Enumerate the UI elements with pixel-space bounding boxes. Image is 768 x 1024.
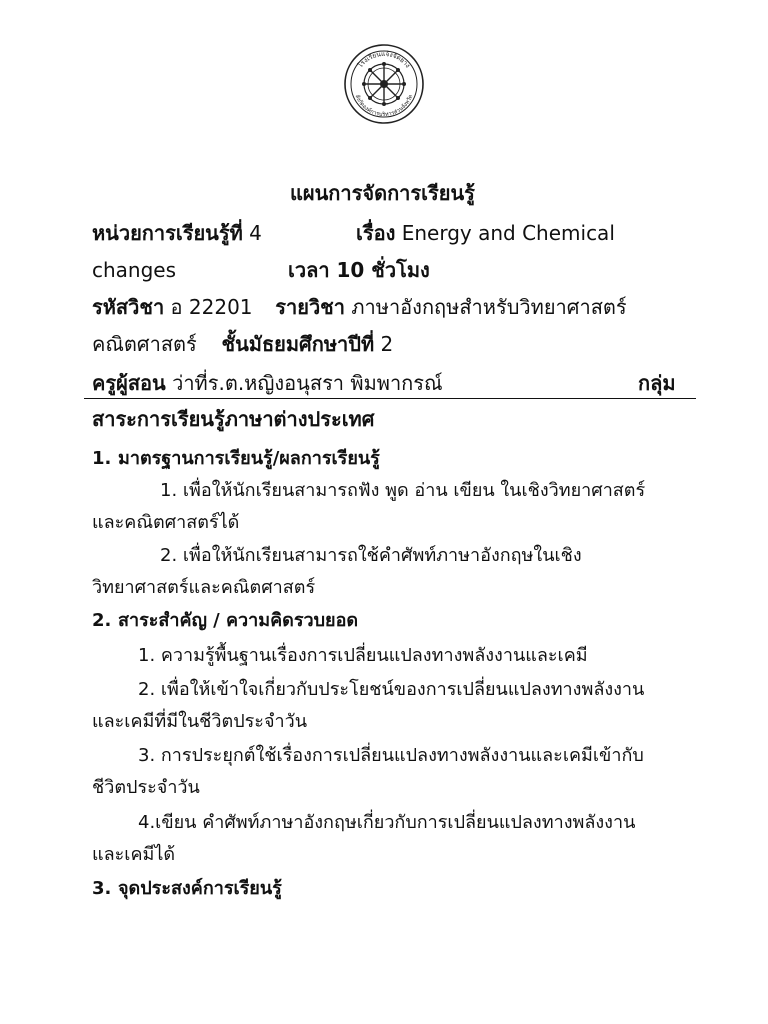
topic-line: [356, 220, 615, 246]
subject-label: รายวิชา: [275, 295, 345, 319]
section-line: และคณิตศาสตร์ได้: [92, 512, 240, 533]
section-line: ชีวิตประจำวัน: [92, 777, 200, 798]
group-label: กลุ่ม: [638, 371, 676, 395]
course-code-label: รหัสวิชา: [92, 295, 165, 319]
section-line: 3. การประยุกต์ใช้เรื่องการเปลี่ยนแปลงทางพลังงานและเคมีเข้ากับ: [138, 745, 644, 766]
section-title: สาระสำคัญ / ความคิดรวบยอด: [118, 610, 359, 631]
section-title: มาตรฐานการเรียนรู้/ผลการเรียนรู้: [118, 448, 380, 469]
time-label: เวลา 10 ชั่วโมง: [288, 258, 430, 282]
level-value: 2: [380, 332, 394, 356]
section-line: และเคมีที่มีในชีวิตประจำวัน: [92, 711, 308, 732]
topic-continuation: changes: [92, 258, 177, 282]
svg-text:โรงเรียนแจ้งจัดยาง: โรงเรียนแจ้งจัดยาง: [356, 49, 412, 70]
header-divider: [84, 398, 696, 399]
course-line: [92, 294, 627, 320]
section-line: 2. เพื่อให้เข้าใจเกี่ยวกับประโยชน์ของการเปลี่ยนแปลงทางพลังงาน: [138, 679, 645, 700]
section-heading: [92, 876, 282, 902]
teacher-label: ครูผู้สอน: [92, 371, 166, 395]
unit-line: [92, 220, 262, 246]
section-line: วิทยาศาสตร์และคณิตศาสตร์: [92, 577, 316, 598]
section-line: 1. ความรู้พื้นฐานเรื่องการเปลี่ยนแปลงทางพลังงานและเคมี: [138, 645, 588, 666]
section-line: และเคมีได้: [92, 844, 176, 865]
course-code: อ 22201: [170, 295, 253, 319]
level-line: [92, 331, 393, 357]
section-heading: [92, 446, 380, 472]
school-seal-logo: [342, 42, 426, 126]
subject-continuation: คณิตศาสตร์: [92, 332, 197, 356]
level-label: ชั้นมัธยมศึกษาปีที่: [221, 332, 375, 356]
section-title: จุดประสงค์การเรียนรู้: [118, 878, 282, 899]
subject-value: ภาษาอังกฤษสำหรับวิทยาศาสตร์: [351, 295, 627, 319]
topic-value: Energy and Chemical: [401, 221, 615, 245]
teacher-name: ว่าที่ร.ต.หญิงอนุสรา พิมพากรณ์: [172, 371, 443, 395]
section-line: 4.เขียน คำศัพท์ภาษาอังกฤษเกี่ยวกับการเปลี่ยนแปลงทางพลังงาน: [138, 812, 636, 833]
section-line: 2. เพื่อให้นักเรียนสามารถใช้คำศัพท์ภาษาอังกฤษในเชิง: [160, 545, 582, 566]
section-heading: [92, 608, 358, 634]
section-number: 1.: [92, 448, 112, 469]
teacher-line: [92, 370, 443, 396]
strand-heading: สาระการเรียนรู้ภาษาต่างประเทศ: [92, 407, 375, 431]
topic-label: เรื่อง: [356, 221, 396, 245]
unit-label: หน่วยการเรียนรู้ที่: [92, 221, 243, 245]
section-line: 1. เพื่อให้นักเรียนสามารถฟัง พูด อ่าน เขียน ในเชิงวิทยาศาสตร์: [160, 480, 646, 501]
svg-text:สังกัดองค์การบริหารส่วนจังหวัด: สังกัดองค์การบริหารส่วนจังหวัด: [353, 94, 415, 119]
unit-number: 4: [249, 221, 262, 245]
document-title: แผนการจัดการเรียนรู้: [290, 181, 475, 205]
section-number: 2.: [92, 610, 112, 631]
section-number: 3.: [92, 878, 112, 899]
